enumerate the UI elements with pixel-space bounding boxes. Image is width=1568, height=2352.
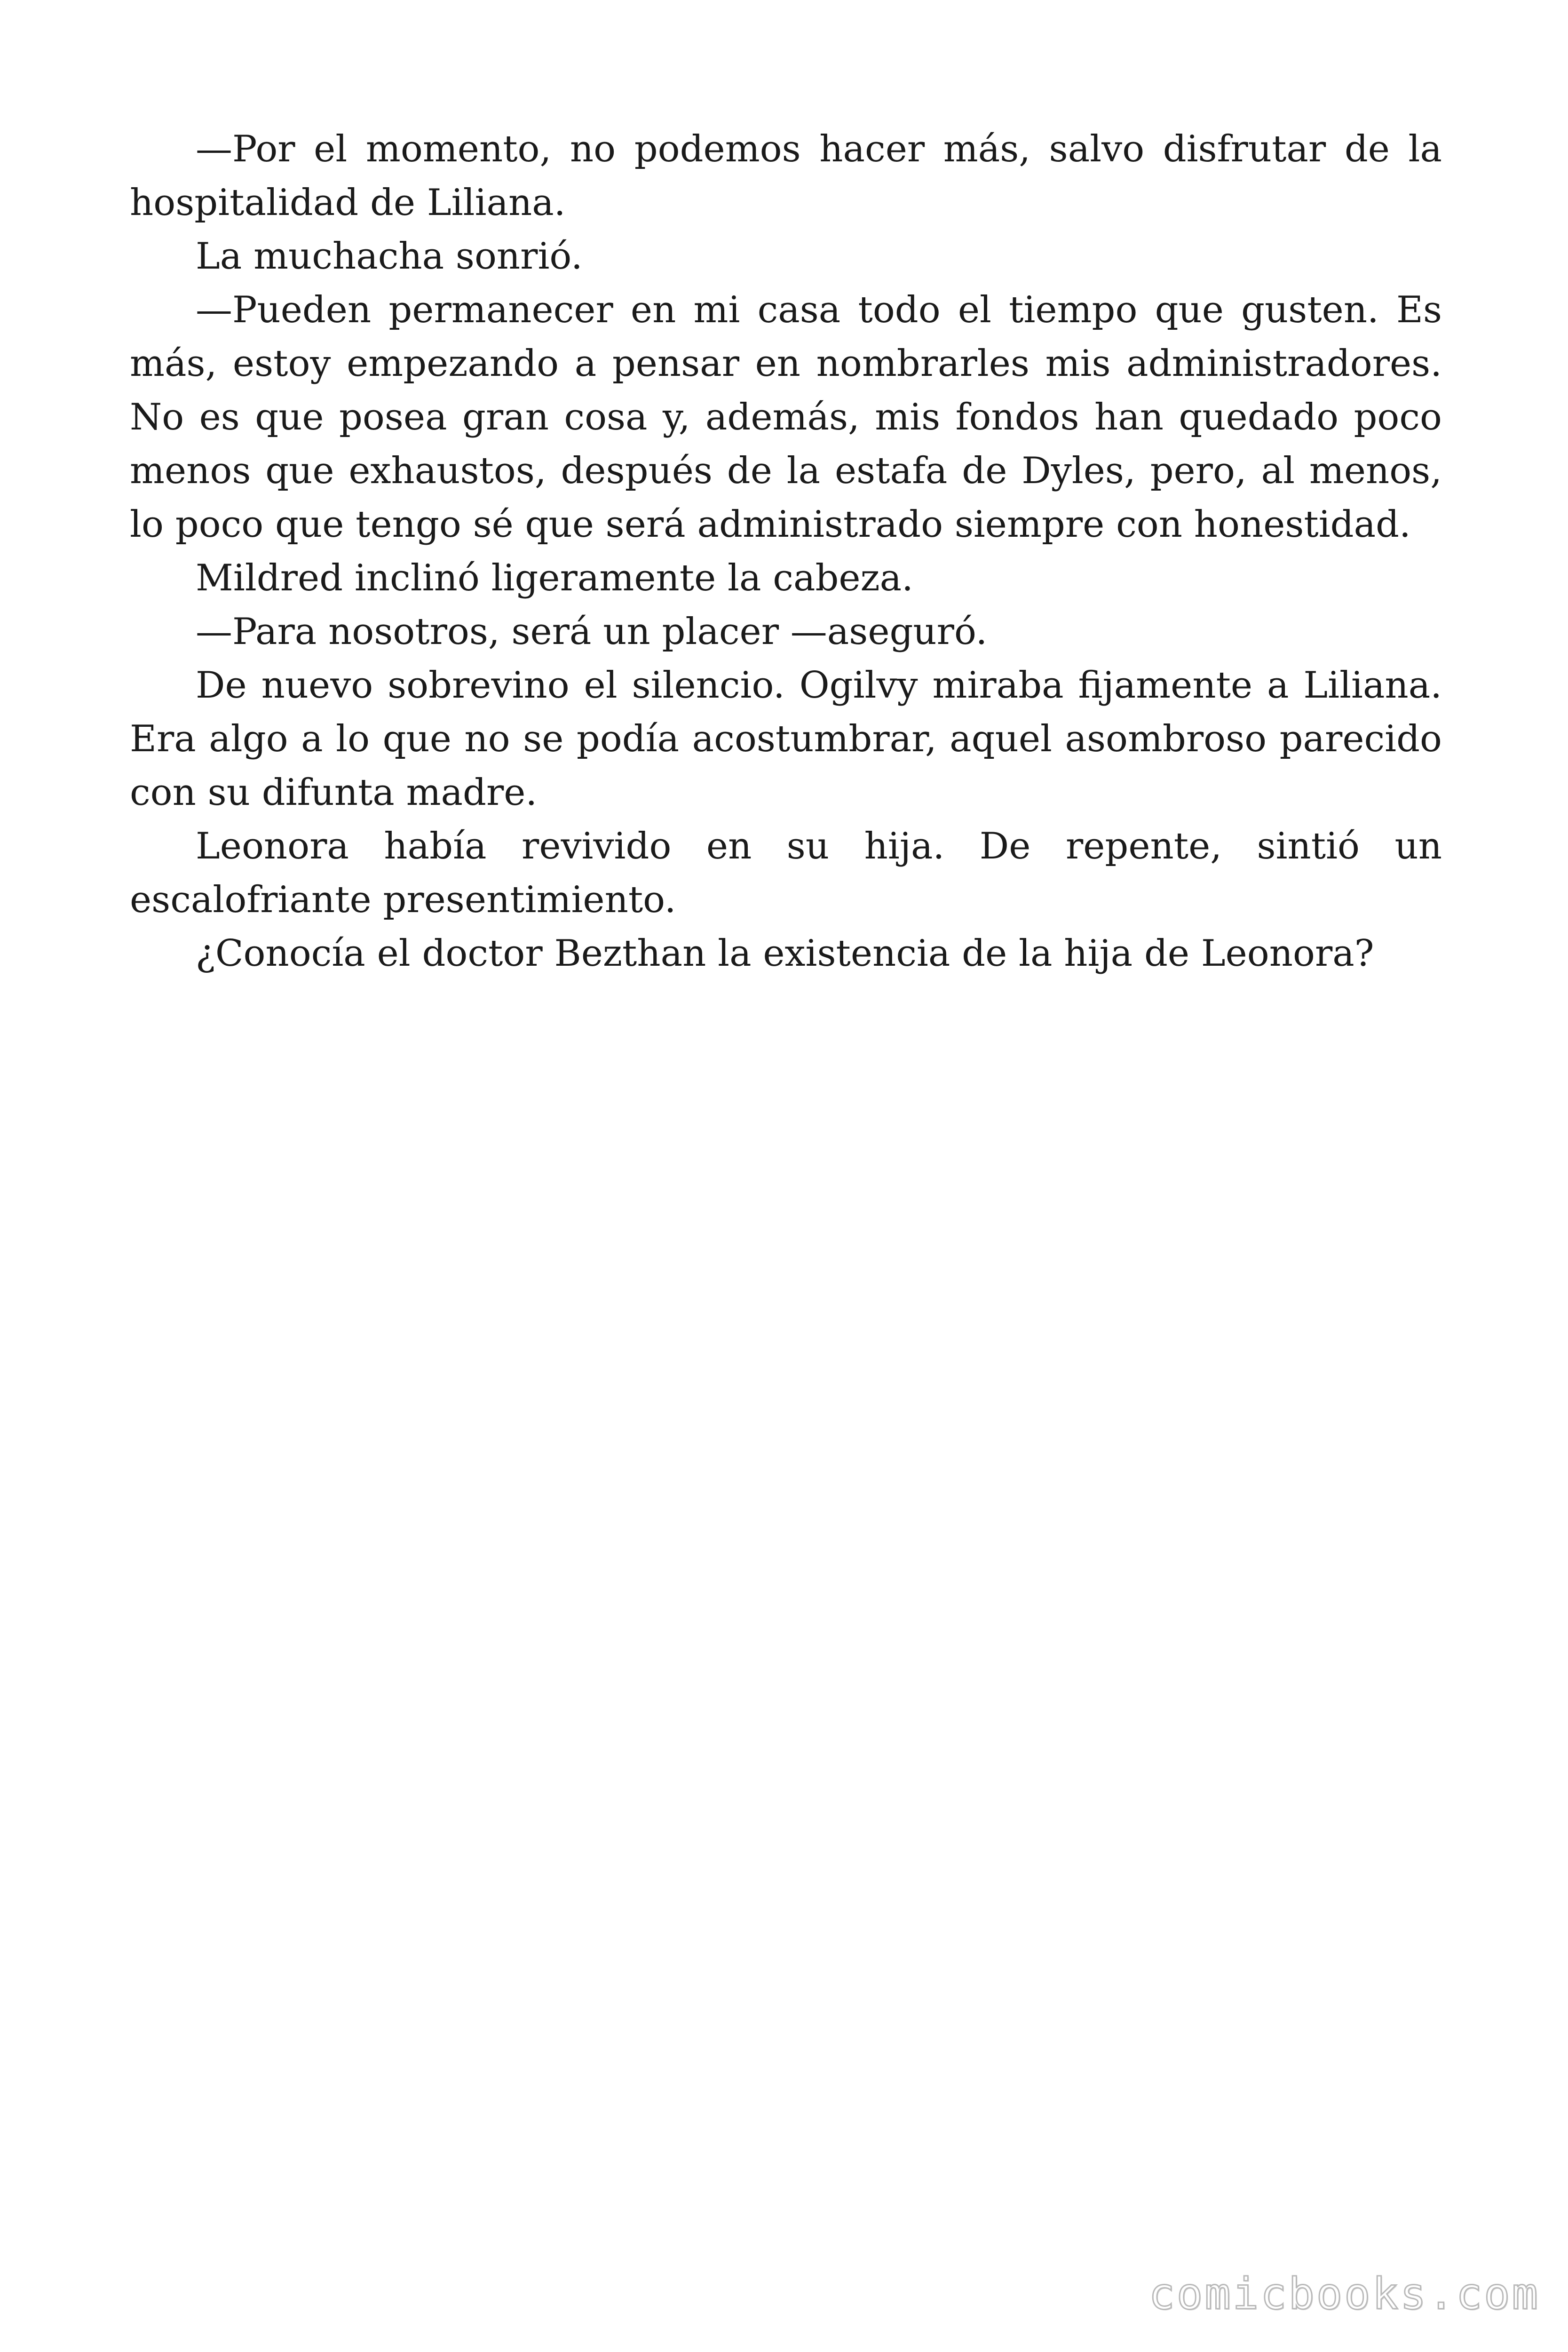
paragraph: ¿Conocía el doctor Bezthan la existencia de la hija de Leonora? [196, 932, 1374, 975]
watermark: comicbooks.com [1148, 2269, 1540, 2319]
paragraph: —Para nosotros, será un placer —aseguró. [196, 611, 988, 653]
paragraph: La muchacha sonrió. [196, 235, 583, 278]
paragraph: De nuevo sobrevino el silencio. Ogilvy miraba fijamente a Liliana. Era algo a lo que no se podía acostumbrar, aquel asombroso parecido con su difunta madre. [130, 664, 1442, 814]
paragraph: Mildred inclinó ligeramente la cabeza. [196, 557, 913, 599]
paragraph: —Por el momento, no podemos hacer más, salvo disfrutar de la hospitalidad de Liliana. [130, 128, 1442, 224]
paragraph: Leonora había revivido en su hija. De repente, sintió un escalofriante presentimiento. [130, 825, 1442, 921]
paragraph: —Pueden permanecer en mi casa todo el tiempo que gusten. Es más, estoy empezando a pensar en nombrarles mis administradores. No es que posea gran cosa y, además, mis fondos han quedado poco menos que exhaustos, después de la estafa de Dyles, pero, al menos, lo poco que tengo sé que será administrado siempre con honestidad. [130, 289, 1442, 546]
page-body [130, 122, 1442, 980]
